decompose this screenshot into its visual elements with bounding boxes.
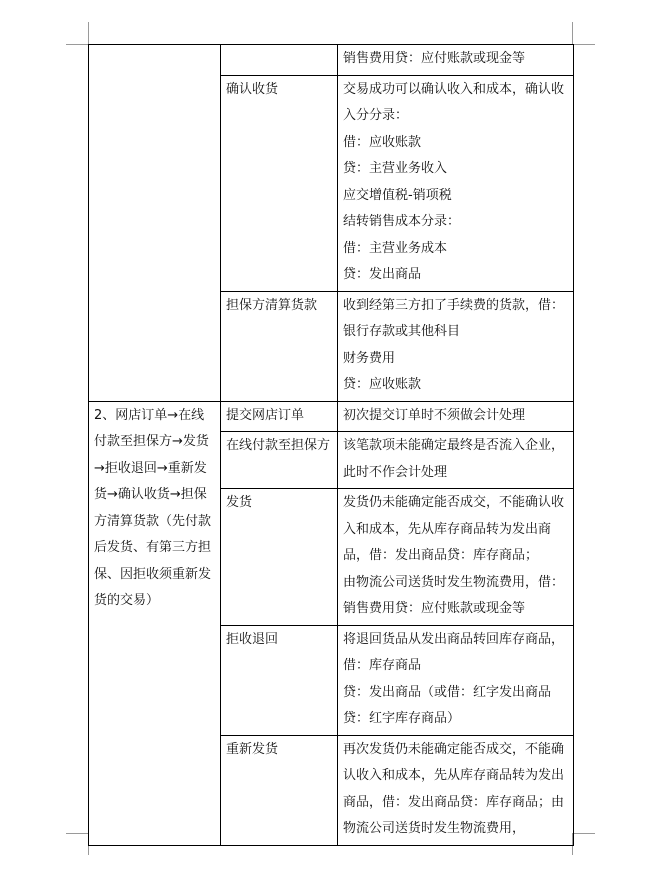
entry-line: 贷：发出商品 (343, 267, 422, 282)
entry-line: 借：应收账款 (343, 134, 422, 150)
entry-line: 交易成功可以确认收入和成本，确认收入分分录： (343, 81, 565, 123)
crop-mark-top-left-v (88, 22, 89, 44)
entry-line: 再次发货仍未能确定能否成交，不能确认收入和成本，先从库存商品转为发出商品，借：发出商品贷：库存商品；由物流公司送货时发生物流费用， (343, 741, 565, 836)
entry-cell (338, 401, 574, 432)
step-cell: 担保方清算货款 (221, 291, 338, 401)
table-row (89, 45, 574, 76)
entry-cell (338, 432, 574, 489)
accounting-table (88, 44, 574, 846)
entry-line: 销售费用贷：应付账款或现金等 (343, 51, 526, 66)
step-cell: 拒收退回 (221, 625, 338, 735)
entry-line: 将退回货品从发出商品转回库存商品，借：库存商品 (343, 631, 565, 673)
entry-cell (338, 735, 574, 845)
entry-line: 财务费用 (343, 350, 396, 366)
crop-mark-bottom-right-h (573, 833, 595, 834)
step-cell: 发货 (221, 489, 338, 626)
step-cell: 重新发货 (221, 735, 338, 845)
entry-line: 结转销售成本分录： (343, 214, 461, 229)
entry-line: 发货仍未能确定能否成交，不能确认收入和成本，先从库存商品转为发出商品，借：发出商品贷：库存商品； (343, 495, 565, 563)
entry-cell (338, 75, 574, 291)
crop-mark-bottom-left-h (66, 833, 88, 834)
crop-mark-top-right-h (573, 44, 595, 45)
crop-mark-top-right-v (572, 22, 573, 44)
entry-line: 该笔款项未能确定最终是否流入企业，此时不作会计处理 (343, 438, 565, 480)
entry-cell (338, 291, 574, 401)
entry-line: 借：主营业务成本 (343, 240, 448, 256)
entry-cell (338, 625, 574, 735)
step-cell: 在线付款至担保方 (221, 432, 338, 489)
entry-line: 收到经第三方扣了手续费的货款，借：银行存款或其他科目 (343, 297, 565, 339)
crop-mark-top-left-h (66, 44, 88, 45)
entry-cell (338, 45, 574, 76)
category-2-cell: 2、网店订单→在线付款至担保方→发货→拒收退回→重新发货→确认收货→担保方清算货款（先付款后发货、有第三方担保、因拒收须重新发货的交易） (89, 401, 221, 845)
entry-line: 由物流公司送货时发生物流费用，借：销售费用贷：应付账款或现金等 (343, 574, 565, 616)
category-1-cell (89, 45, 221, 402)
entry-line: 贷：主营业务收入 (343, 161, 448, 176)
entry-line: 应交增值税-销项税 (343, 187, 452, 203)
step-cell: 提交网店订单 (221, 401, 338, 432)
step-cell: 确认收货 (221, 75, 338, 291)
entry-line: 贷：发出商品（或借：红字发出商品 (343, 684, 552, 700)
entry-line: 贷：红字库存商品） (343, 711, 461, 726)
entry-line: 初次提交订单时不须做会计处理 (343, 407, 526, 423)
step-cell (221, 45, 338, 76)
entry-cell (338, 489, 574, 626)
entry-line: 贷：应收账款 (343, 377, 422, 392)
table-row (89, 401, 574, 432)
